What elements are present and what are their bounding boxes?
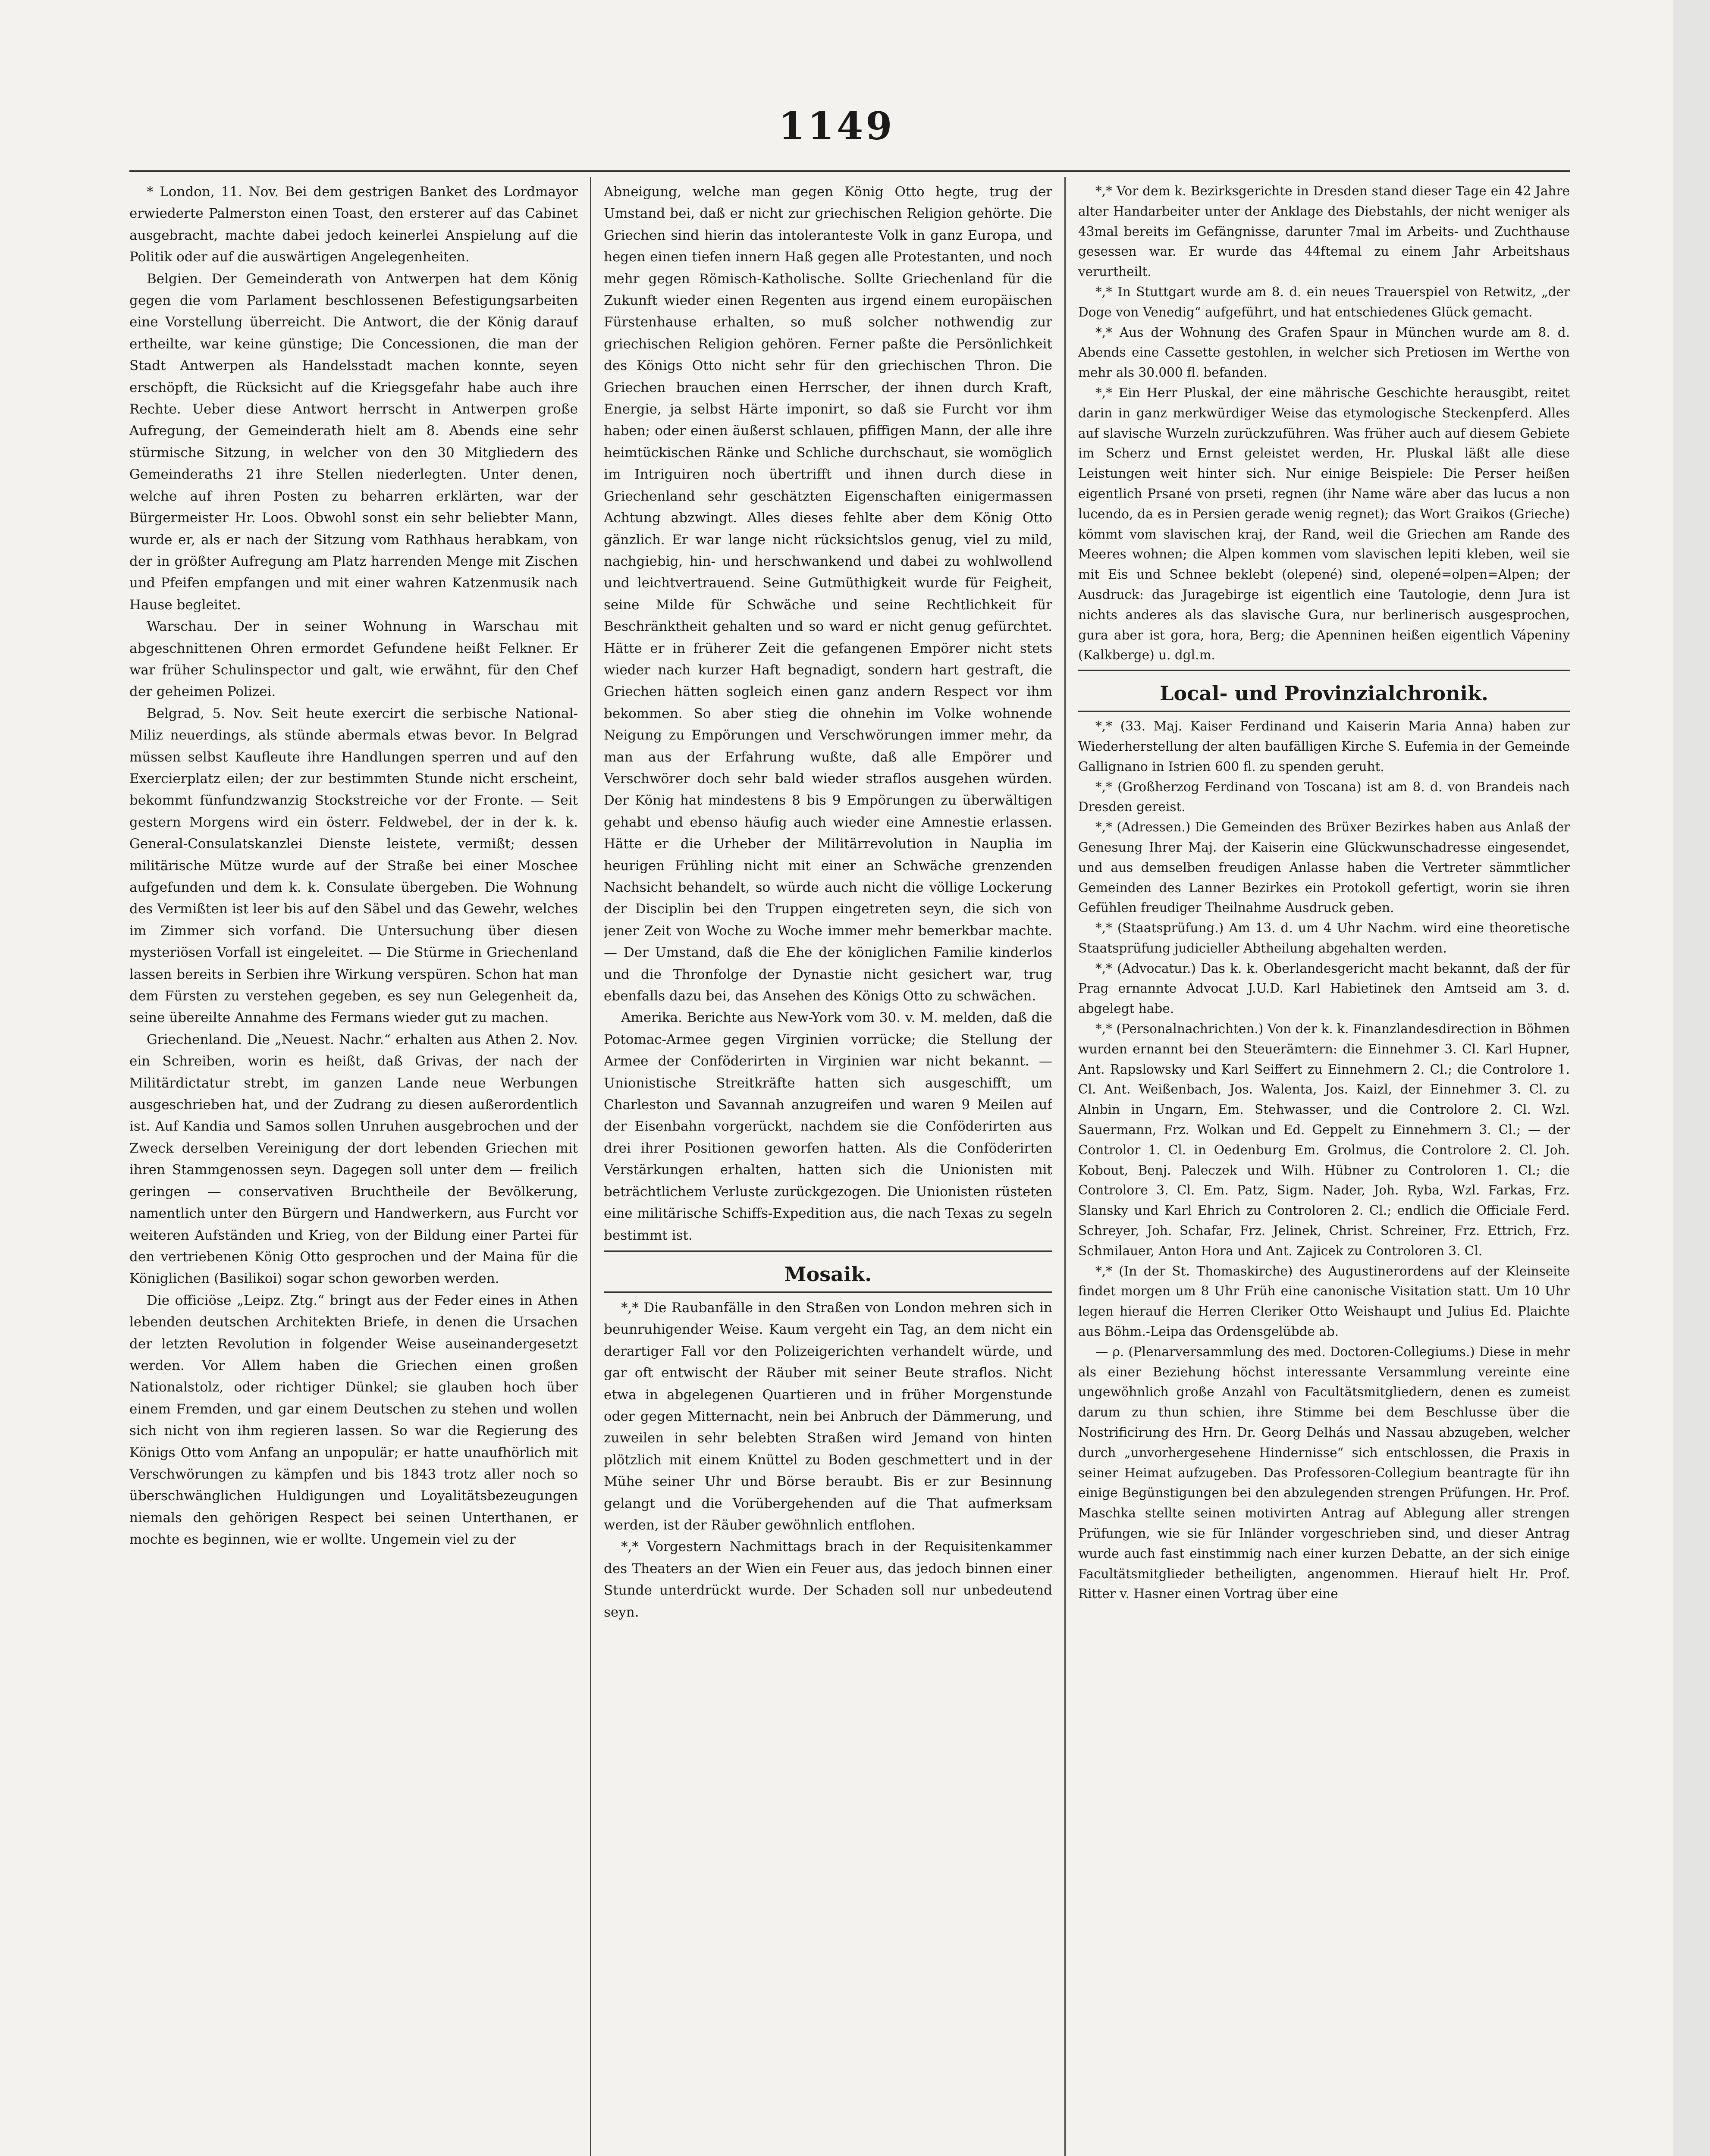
article-muenchen: *,* Aus der Wohnung des Grafen Spaur in München wurde am 8. d. Abends eine Cassette gestohlen, in welcher sich Pretiosen im Werthe von mehr als 30.000 fl. befanden.	[1078, 325, 1570, 380]
article-belgrad: Belgrad, 5. Nov. Seit heute exercirt die serbische National-Miliz neuerdings, als stünde abermals etwas bevor. In Belgrad müssen selbst Kaufleute ihre Handlungen sperren und auf den Exercierplatz eilen; der zur bestimmten Stunde nicht erscheint, bekommt fünfundzwanzig Stockstreiche vor der Fronte. — Seit gestern Morgens wird ein österr. Feldwebel, der in der k. k. General-Consulatskanzlei Dienste leistete, vermißt; dessen militärische Mütze wurde auf der Straße bei einer Moschee aufgefunden und dem k. k. Consulate übergeben. Die Wohnung des Vermißten ist leer bis auf den Säbel und das Gewehr, welches im Zimmer sich vorfand. Die Untersuchung über diesen mysteriösen Vorfall ist eingeleitet. — Die Stürme in Griechenland lassen bereits in Serbien ihre Wirkung verspüren. Schon hat man dem Fürsten zu verstehen gegeben, es sey nun Gelegenheit da, seine übereilte Annahme des Fermans wieder gut zu machen.	[129, 705, 578, 1026]
article-london: * London, 11. Nov. Bei dem gestrigen Banket des Lordmayor erwiederte Palmerston einen Toast, den ersterer auf das Cabinet ausgebracht, machte dabei jedoch keinerlei Anspielung auf die Politik oder auf die auswärtigen Angelegenheiten.	[129, 184, 578, 265]
article-amerika: Amerika. Berichte aus New-York vom 30. v. M. melden, daß die Potomac-Armee gegen Virginien vorrücke; die Stellung der Armee der Conföderirten in Virginien war nicht bekannt. — Unionistische Streitkräfte hatten sich ausgeschifft, um Charleston und Savannah anzugreifen und waren 9 Meilen auf der Eisenbahn vorgerückt, nachdem sie die Conföderirten aus drei ihrer Positionen geworfen hatten. Als die Conföderirten Verstärkungen erhalten, hatten sich die Unionisten mit beträchtlichem Verluste zurückgezogen. Die Unionisten rüsteten eine militärische Schiffs-Expedition aus, die nach Texas zu segeln bestimmt ist.	[604, 1010, 1052, 1243]
article-leipziger-zeitung: Die officiöse „Leipz. Ztg.“ bringt aus der Feder eines in Athen lebenden deutschen Architekten Briefe, in denen die Ursachen der letzten Revolution in folgender Weise auseinandergesetzt werden. Vor Allem haben die Griechen einen großen Nationalstolz, oder richtiger Dünkel; sie glauben hoch über einem Fremden, und gar einem Deutschen zu stehen und wollen sich nicht von ihm regieren lassen. So war die Regierung des Königs Otto vom Anfang an unpopulär; er hatte unaufhörlich mit Verschwörungen zu kämpfen und bis 1843 trotz aller noch so überschwänglichen Huldigungen und Loyalitätsbezeugungen niemals den gehörigen Respect bei seinen Unterthanen, er mochte es beginnen, wie er wollte. Ungemein viel zu der	[129, 1292, 578, 1548]
column-divider-1	[590, 177, 591, 2156]
article-london-raubanfaelle: *,* Die Raubanfälle in den Straßen von London mehren sich in beunruhigender Weise. Kaum vergeht ein Tag, an dem nicht ein derartiger Fall vor den Polizeigerichten verhandelt würde, und gar oft entwischt der Räuber mit seiner Beute straflos. Nicht etwa in abgelegenen Quartieren und in früher Morgenstunde oder gegen Mitternacht, nein bei Anbruch der Dämmerung, und zuweilen in sehr belebten Straßen wird Jemand von hinten plötzlich mit einem Knüttel zu Boden geschmettert und in der Mühe seiner Uhr und Börse beraubt. Bis er zur Besinnung gelangt und die Vorübergehenden auf die That aufmerksam werden, ist der Räuber gewöhnlich entflohen.	[604, 1300, 1052, 1533]
column-3	[1078, 181, 1570, 2156]
article-griechenland-continued: Abneigung, welche man gegen König Otto hegte, trug der Umstand bei, daß er nicht zur griechischen Religion gehörte. Die Griechen sind hierin das intoleranteste Volk in ganz Europa, und hegen einen tiefen innern Haß gegen alle Protestanten, und noch mehr gegen Römisch-Katholische. Sollte Griechenland für die Zukunft wieder einen Regenten aus irgend einem europäischen Fürstenhause erhalten, so muß solcher nothwendig zur griechischen Religion gehören. Ferner paßte die Persönlichkeit des Königs Otto nicht sehr für den griechischen Thron. Die Griechen brauchen einen Herrscher, der ihnen durch Kraft, Energie, ja selbst Härte imponirt, so daß sie Furcht vor ihm haben; oder einen äußerst schlauen, pfiffigen Mann, der alle ihre heimtückischen Ränke und Schliche durchschaut, sie womöglich im Intriguiren noch übertrifft und ihnen durch diese in Griechenland sehr geschätzten Eigenschaften einigermassen Achtung abzwingt. Alles dieses fehlte aber dem König Otto gänzlich. Er war lange nicht rücksichtslos genug, viel zu mild, nachgiebig, hin- und herschwankend und dabei zu wohlwollend und leichtvertrauend. Seine Gutmüthigkeit wurde für Feigheit, seine Milde für Schwäche und seine Rechtlichkeit für Beschränktheit gehalten und so ward er nicht genug gefürchtet. Hätte er in früherer Zeit die gefangenen Empörer nicht stets wieder nach kurzer Haft begnadigt, sondern hart gestraft, die Griechen hätten sogleich einen ganz andern Respect vor ihm bekommen. So aber stieg die ohnehin im Volke wohnende Neigung zu Empörungen und Verschwörungen immer mehr, da man aus der Erfahrung wußte, daß alle Empörer und Verschwörer doch sehr bald wieder straflos ausgehen würden. Der König hat mindestens 8 bis 9 Empörungen zu überwältigen gehabt und ebenso häufig auch wieder eine Amnestie erlassen. Hätte er die Urheber der Militärrevolution in Nauplia im heurigen Frühling nicht mit einer an Schwäche grenzenden Nachsicht behandelt, so würde auch nicht die völlige Lockerung der Disciplin bei den Truppen eingetreten seyn, die sich von jener Zeit von Woche zu Woche immer mehr bemerkbar machte. — Der Umstand, daß die Ehe der königlichen Familie kinderlos und die Thronfolge der Dynastie nicht gesichert war, trug ebenfalls dazu bei, das Ansehen des Königs Otto zu schwächen.	[604, 184, 1052, 1004]
article-stuttgart: *,* In Stuttgart wurde am 8. d. ein neues Trauerspiel von Retwitz, „der Doge von Venedig“ aufgeführt, und hat entschiedenes Glück gemacht.	[1078, 284, 1570, 320]
item-grossherzog: *,* (Großherzog Ferdinand von Toscana) ist am 8. d. von Brandeis nach Dresden gereist.	[1078, 779, 1570, 815]
section-rule	[1078, 670, 1570, 671]
section-rule	[604, 1291, 1052, 1293]
item-personalnachrichten: *,* (Personalnachrichten.) Von der k. k. Finanzlandesdirection in Böhmen wurden ernannt bei den Steuerämtern: die Einnehmer 3. Cl. Karl Hupner, Ant. Rapslowsky und Karl Seiffert zu Einnehmern 2. Cl.; die Controlore 1. Cl. Ant. Weißenbach, Jos. Walenta, Jos. Kaizl, der Einnehmer 3. Cl. zu Alnbin in Ungarn, Em. Stehwasser, und die Controlore 2. Cl. Wzl. Sauermann, Frz. Wolkan und Ed. Geppelt zu Einnehmern 3. Cl.; — der Controlor 1. Cl. in Oedenburg Em. Grolmus, die Controlore 2. Cl. Joh. Kobout, Benj. Paleczek und Wilh. Hübner zu Controloren 1. Cl.; die Controlore 3. Cl. Em. Patz, Sigm. Nader, Joh. Ryba, Wzl. Farkas, Frz. Slansky und Karl Ehrich zu Controloren 2. Cl.; endlich die Officiale Ferd. Schreyer, Joh. Schafar, Frz. Jelinek, Christ. Schreiner, Frz. Ettrich, Frz. Schmilauer, Anton Hora und Ant. Zajicek zu Controloren 3. Cl.	[1078, 1022, 1570, 1258]
article-griechenland: Griechenland. Die „Neuest. Nachr.“ erhalten aus Athen 2. Nov. ein Schreiben, worin es heißt, daß Grivas, der nach der Militärdictatur strebt, im ganzen Lande neue Werbungen ausgeschrieben hat, und der Zudrang zu diesen außerordentlich ist. Auf Kandia und Samos sollen Unruhen ausgebrochen und der Zweck derselben Vereinigung der dort lebenden Griechen mit ihren Stammgenossen seyn. Dagegen soll unter dem — freilich geringen — conservativen Bruchtheile der Bevölkerung, namentlich unter den Bürgern und Handwerkern, aus Furcht vor weiteren Aufständen und Krieg, von der Bildung einer Partei für den vertriebenen König Otto gesprochen und der Maina für die Königlichen (Basilikoi) sogar schon geworben werden.	[129, 1031, 578, 1287]
item-plenarversammlung: — ρ. (Plenarversammlung des med. Doctoren-Collegiums.) Diese in mehr als einer Beziehung höchst interessante Versammlung vereinte eine ungewöhnlich große Anzahl von Facultätsmitgliedern, denen es zumeist darum zu thun schien, ihre Stimme bei dem Beschlusse über die Nostrificirung des Hrn. Dr. Georg Delhás und Nassau abzugeben, welcher durch „unvorhergesehene Hindernisse“ sich entschlossen, die Praxis in seiner Heimat aufzugeben. Das Professoren-Collegium beantragte für ihn einige Begünstigungen bei den abzulegenden strengen Prüfungen. Hr. Prof. Maschka stellte seinen motivirten Antrag auf Ablegung aller strengen Prüfungen, wie sie für Inländer vorgeschrieben sind, und dieser Antrag wurde auch fast einstimmig nach einer kurzen Debatte, an der sich einige Facultätsmitglieder betheiligten, angenommen. Hierauf hielt Hr. Prof. Ritter v. Hasner einen Vortrag über eine	[1078, 1344, 1570, 1601]
section-heading-local: Local- und Provinzialchronik.	[1160, 682, 1488, 705]
article-pluskal: *,* Ein Herr Pluskal, der eine mährische Geschichte herausgibt, reitet darin in ganz merkwürdiger Weise das etymologische Steckenpferd. Alles auf slavische Wurzeln zurückzuführen. Was früher auch auf diesem Gebiete im Scherz und Ernst geleistet werden, Hr. Pluskal läßt alle diese Leistungen weit hinter sich. Nur einige Beispiele: Die Perser heißen eigentlich Prsané von prseti, regnen (ihr Name wäre aber das lucus a non lucendo, da es in Persien gerade wenig regnet); das Wort Graikos (Grieche) kömmt vom slavischen kraj, der Rand, weil die Griechen am Rande des Meeres wohnen; die Alpen kommen vom slavischen lepiti kleben, weil sie mit Eis und Schnee beklebt (olepené) sind, olepené=olpen=Alpen; der Ausdruck: das Juragebirge ist eigentlich eine Tautologie, denn Jura ist nichts anderes als das slavische Gura, nur berlinerisch ausgesprochen, gura aber ist gora, hora, Berg; die Apenninen heißen eigentlich Vápeniny (Kalkberge) u. dgl.m.	[1078, 385, 1570, 663]
header-rule	[129, 170, 1570, 172]
column-2	[604, 181, 1052, 2156]
item-kaiser-spende: *,* (33. Maj. Kaiser Ferdinand und Kaiserin Maria Anna) haben zur Wiederherstellung der alten baufälligen Kirche S. Eufemia in der Gemeinde Gallignano in Istrien 600 fl. zu spenden geruht.	[1078, 719, 1570, 774]
item-thomaskirche: *,* (In der St. Thomaskirche) des Augustinerordens auf der Kleinseite findet morgen um 8 Uhr Früh eine canonische Visitation statt. Um 10 Uhr legen hierauf die Herren Cleriker Otto Weishaupt und Julius Ed. Plaichte aus Böhm.-Leipa das Ordensgelübde ab.	[1078, 1263, 1570, 1339]
item-advocatur: *,* (Advocatur.) Das k. k. Oberlandesgericht macht bekannt, daß der für Prag ernannte Advocat J.U.D. Karl Habietinek den Amtseid am 3. d. abgelegt habe.	[1078, 961, 1570, 1016]
page-number: 1149	[778, 103, 895, 148]
article-belgien: Belgien. Der Gemeinderath von Antwerpen hat dem König gegen die vom Parlament beschlossenen Befestigungsarbeiten eine Vorstellung überreicht. Die Antwort, die der König darauf ertheilte, war keine günstige; Die Concessionen, die man der Stadt Antwerpen als Handelsstadt machen konnte, seyen erschöpft, die Rücksicht auf die Kriegsgefahr habe auch ihre Rechte. Ueber diese Antwort herrscht in Antwerpen große Aufregung, der Gemeinderath hielt am 8. Abends eine sehr stürmische Sitzung, in welcher von den 30 Mitgliedern des Gemeinderaths 21 ihre Stellen niederlegten. Unter denen, welche auf ihren Posten zu beharren erklärten, war der Bürgermeister Hr. Loos. Obwohl sonst ein sehr beliebter Mann, wurde er, als er nach der Sitzung vom Rathhaus herabkam, von der in größter Aufregung am Platz harrenden Menge mit Zischen und Pfeifen empfangen und mit einer wahren Katzenmusik nach Hause begleitet.	[129, 271, 578, 613]
column-1	[129, 181, 578, 2156]
item-adressen: *,* (Adressen.) Die Gemeinden des Brüxer Bezirkes haben aus Anlaß der Genesung Ihrer Maj. der Kaiserin eine Glückwunschadresse eingesendet, und aus demselben freudigen Anlasse haben die Vertreter sämmtlicher Gemeinden des Lanner Bezirkes ein Protokoll gefertigt, worin sie ihren Gefühlen freudiger Theilnahme Ausdruck geben.	[1078, 820, 1570, 915]
column-divider-2	[1064, 177, 1066, 2156]
column-3-local	[1078, 716, 1570, 1604]
column-3-mosaik	[1078, 181, 1570, 665]
section-rule	[1078, 711, 1570, 712]
article-dresden: *,* Vor dem k. Bezirksgerichte in Dresden stand dieser Tage ein 42 Jahre alter Handarbeiter unter der Anklage des Diebstahls, der nicht weniger als 43mal bereits im Gefängnisse, darunter 7mal im Arbeits- und Zuchthause gesessen war. Er wurde das 44ftemal zu einem Jahr Arbeitshaus verurtheilt.	[1078, 184, 1570, 279]
article-theater-feuer: *,* Vorgestern Nachmittags brach in der Requisitenkammer des Theaters an der Wien ein Feuer aus, das jedoch binnen einer Stunde unterdrückt wurde. Der Schaden soll nur unbedeutend seyn.	[604, 1539, 1052, 1620]
article-warschau: Warschau. Der in seiner Wohnung in Warschau mit abgeschnittenen Ohren ermordet Gefundene heißt Felkner. Er war früher Schulinspector und galt, wie erwähnt, für den Chef der geheimen Polizei.	[129, 619, 578, 700]
section-rule	[604, 1250, 1052, 1252]
section-heading-mosaik: Mosaik.	[784, 1262, 872, 1286]
scan-margin	[1673, 0, 1710, 2156]
item-staatspruefung: *,* (Staatsprüfung.) Am 13. d. um 4 Uhr Nachm. wird eine theoretische Staatsprüfung judicieller Abtheilung abgehalten werden.	[1078, 921, 1570, 956]
